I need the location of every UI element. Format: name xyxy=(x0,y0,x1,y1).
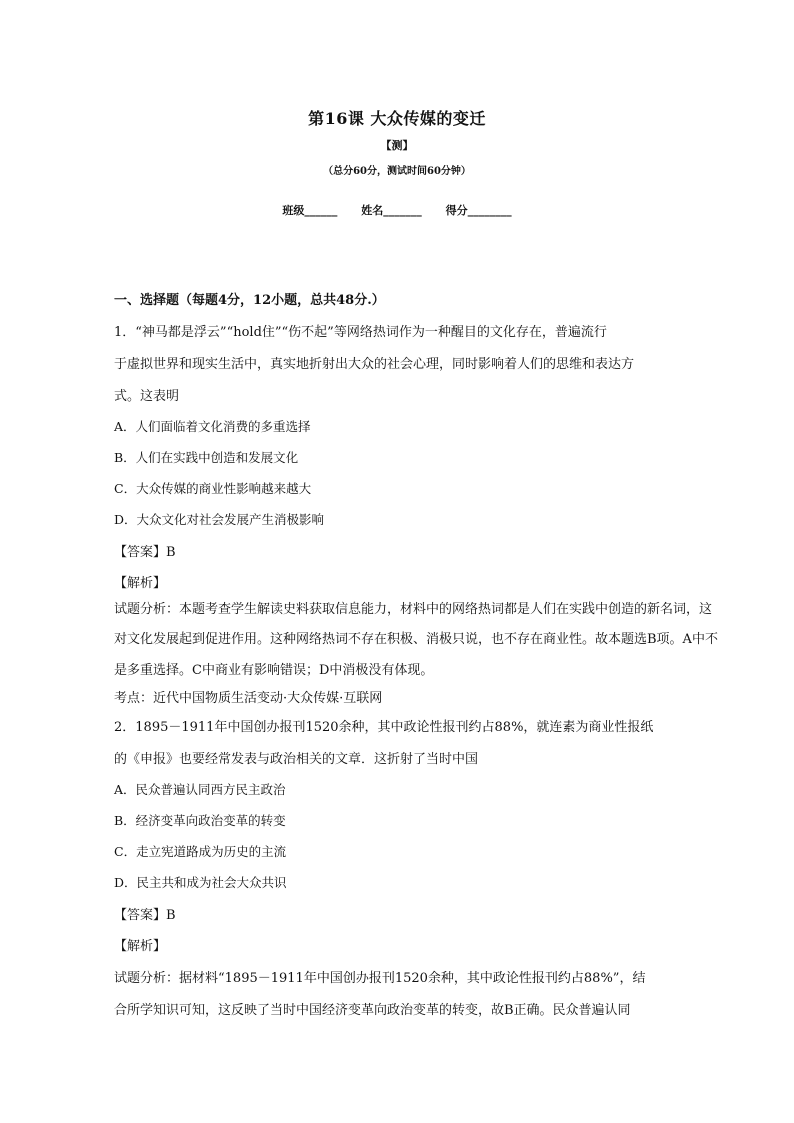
q2-option-d: D．民主共和成为社会大众共识 xyxy=(114,875,287,890)
q2-option-b: B．经济变革向政治变革的转变 xyxy=(114,813,286,828)
section-title: 一、选择题（每题4分，12小题，总共48分.） xyxy=(114,293,385,308)
q2-analysis-label: 【解析】 xyxy=(114,939,167,954)
q1-option-d: D．大众文化对社会发展产生消极影响 xyxy=(114,512,325,527)
q1-analysis-label: 【解析】 xyxy=(114,576,167,591)
q1-stem-line-2: 于虚拟世界和现实生活中，真实地折射出大众的社会心理，同时影响着人们的思维和表达方 xyxy=(114,357,635,372)
score-field[interactable]: 得分________ xyxy=(445,204,512,217)
lesson-title: 第16课 大众传媒的变迁 xyxy=(308,109,486,128)
q1-option-b: B．人们在实践中创造和发展文化 xyxy=(114,450,299,465)
class-field[interactable]: 班级______ xyxy=(282,204,338,217)
q1-stem-line-1: 1．“神马都是浮云”“hold住”“伤不起”等网络热词作为一种醒目的文化存在，普遍流行 xyxy=(114,325,607,340)
q2-analysis-line-2: 合所学知识可知，这反映了当时中国经济变革向政治变革的转变，故B正确。民众普遍认同 xyxy=(114,1003,631,1018)
q1-option-a: A．人们面临着文化消费的多重选择 xyxy=(114,419,311,434)
q1-option-c: C．大众传媒的商业性影响越来越大 xyxy=(114,481,312,496)
q2-stem-line-2: 的《申报》也要经常发表与政治相关的文章．这折射了当时中国 xyxy=(114,752,479,767)
score-note: （总分60分，测试时间60分钟） xyxy=(323,166,471,177)
q1-analysis-line-2: 对文化发展起到促进作用。这种网络热词不存在积极、消极只说，也不存在商业性。故本题选B项。A中不 xyxy=(114,632,718,647)
q1-stem-line-3: 式。这表明 xyxy=(114,389,180,404)
test-label: 【测】 xyxy=(380,139,414,152)
q1-analysis-line-3: 是多重选择。C中商业有影响错误；D中消极没有体现。 xyxy=(114,663,434,678)
q1-knowledge-point: 考点：近代中国物质生活变动·大众传媒·互联网 xyxy=(114,691,383,706)
q1-answer: 【答案】B xyxy=(114,545,176,560)
student-info-row xyxy=(0,202,794,218)
q2-analysis-line-1: 试题分析：据材料“1895－1911年中国创办报刊1520余种，其中政论性报刊约占88%”，结 xyxy=(114,971,646,986)
q1-analysis-line-1: 试题分析：本题考查学生解读史料获取信息能力，材料中的网络热词都是人们在实践中创造的新名词，这 xyxy=(114,602,713,617)
q2-answer: 【答案】B xyxy=(114,908,176,923)
q2-option-a: A．民众普遍认同西方民主政治 xyxy=(114,782,286,797)
q2-stem-line-1: 2．1895－1911年中国创办报刊1520余种，其中政论性报刊约占88%，就连素为商业性报纸 xyxy=(114,720,654,735)
q2-option-c: C．走立宪道路成为历史的主流 xyxy=(114,844,287,859)
name-field[interactable]: 姓名_______ xyxy=(361,204,422,217)
